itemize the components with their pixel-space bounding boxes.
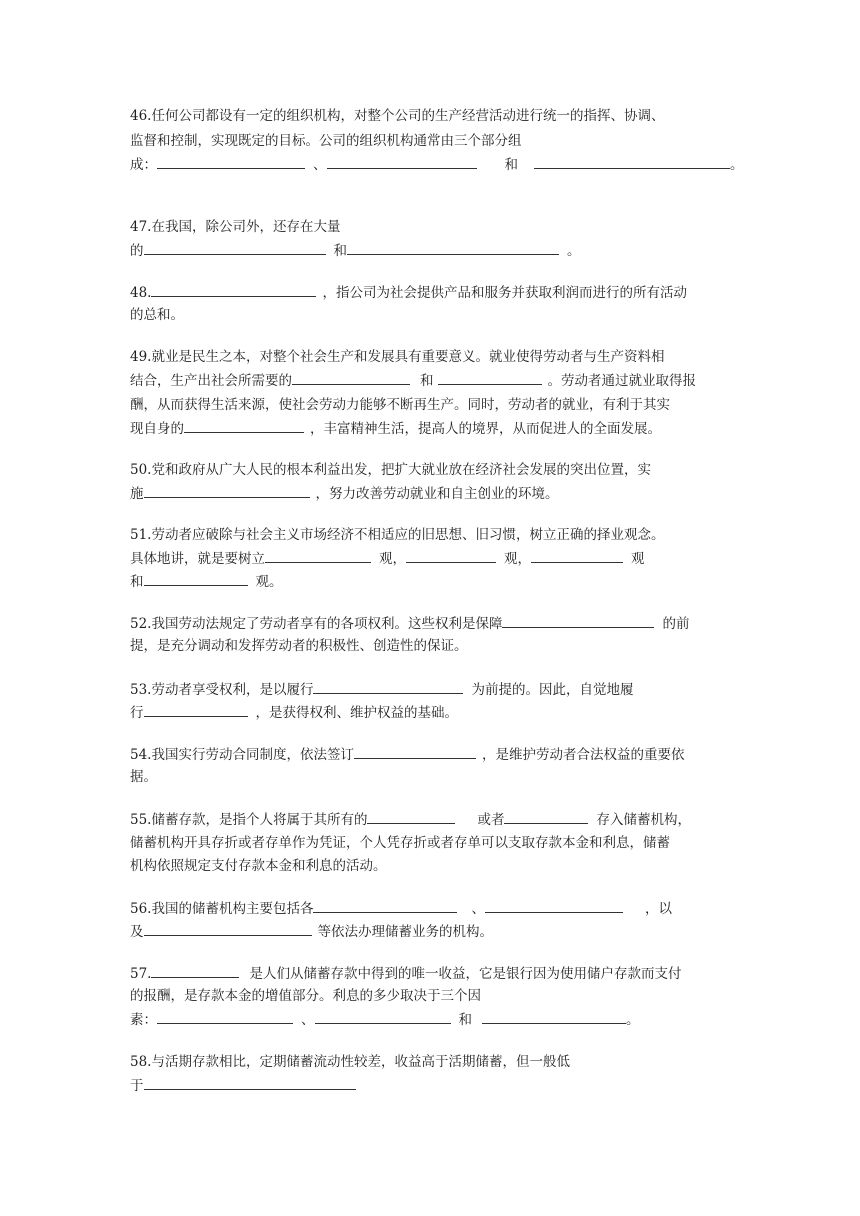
q52-line1 bbox=[130, 614, 689, 633]
q57-sep1: 、 bbox=[301, 1012, 315, 1028]
q53-text-b: 为前提的。因此，自觉地履 bbox=[471, 682, 634, 698]
q47-prefix: 的 bbox=[130, 243, 144, 259]
q53-text-d: ，是获得权利、维护权益的基础。 bbox=[255, 705, 458, 721]
q57-line2: 的报酬，是存款本金的增值部分。利息的多少取决于三个因 bbox=[130, 988, 481, 1004]
q54-text-b: ，是维护劳动者合法权益的重要依 bbox=[481, 747, 685, 763]
q55-blank-2 bbox=[504, 810, 588, 824]
q57-sep2: 和 bbox=[458, 1012, 472, 1028]
q58-line1: 58.与活期存款相比，定期储蓄流动性较差，收益高于活期储蓄，但一般低 bbox=[130, 1054, 570, 1070]
q51-text-a: 具体地讲，就是要树立 bbox=[130, 551, 265, 567]
q56-text-c: ，以 bbox=[644, 901, 672, 917]
q53-text-a: 53.劳动者享受权利，是以履行 bbox=[130, 682, 314, 698]
q47-line2 bbox=[130, 241, 581, 260]
q57-blank-4 bbox=[482, 1010, 626, 1024]
q49-line4 bbox=[130, 419, 661, 438]
q56-blank-1 bbox=[313, 899, 457, 913]
q58-text-a: 于 bbox=[130, 1078, 144, 1094]
q48-blank-1 bbox=[151, 283, 316, 297]
q46-blank-3 bbox=[534, 155, 730, 169]
q52-line2: 提，是充分调动和发挥劳动者的积极性、创造性的保证。 bbox=[130, 638, 468, 654]
q49-sep: 和 bbox=[420, 373, 434, 389]
q55-line3: 机构依照规定支付存款本金和利息的活动。 bbox=[130, 858, 387, 874]
q49-text-e: ，丰富精神生活，提高人的境界，从而促进人的全面发展。 bbox=[310, 421, 661, 437]
q58-line2 bbox=[130, 1076, 356, 1095]
q47-line1: 47.在我国，除公司外，还存在大量 bbox=[130, 219, 341, 235]
q53-line2 bbox=[130, 703, 458, 722]
q51-blank-1 bbox=[265, 549, 371, 563]
q56-text-e: 等依法办理储蓄业务的机构。 bbox=[317, 924, 493, 940]
q49-text-c: 。劳动者通过就业取得报 bbox=[547, 373, 696, 389]
q57-text-c: 素： bbox=[130, 1012, 157, 1028]
q56-line1 bbox=[130, 899, 672, 918]
q49-blank-2 bbox=[438, 371, 542, 385]
q56-blank-3 bbox=[144, 922, 312, 936]
q46-sep1: 、 bbox=[313, 157, 327, 173]
q50-text-b: ，努力改善劳动就业和自主创业的环境。 bbox=[315, 486, 559, 502]
q55-line1 bbox=[130, 810, 691, 829]
q53-blank-1 bbox=[313, 680, 463, 694]
q50-blank-1 bbox=[144, 484, 310, 498]
q51-blank-4 bbox=[144, 572, 248, 586]
q56-sep: 、 bbox=[471, 901, 485, 917]
q46-line3 bbox=[130, 155, 744, 174]
q56-blank-2 bbox=[485, 899, 623, 913]
q51-text-b: 观， bbox=[379, 551, 406, 567]
q48-line1 bbox=[130, 283, 687, 302]
q50-text-a: 施 bbox=[130, 486, 144, 502]
q46-blank-2 bbox=[327, 155, 477, 169]
q51-line2 bbox=[130, 549, 645, 568]
q57-line1 bbox=[130, 964, 681, 983]
q54-text-a: 54.我国实行劳动合同制度，依法签订 bbox=[130, 747, 354, 763]
q51-line1: 51.劳动者应破除与社会主义市场经济不相适应的旧思想、旧习惯，树立正确的择业观念。 bbox=[130, 527, 665, 543]
q55-text-a: 55.储蓄存款，是指个人将属于其所有的 bbox=[130, 812, 368, 828]
q48-line2: 的总和。 bbox=[130, 307, 184, 323]
q47-end: 。 bbox=[567, 243, 581, 259]
q46-prefix: 成： bbox=[130, 157, 157, 173]
q54-blank-1 bbox=[354, 745, 476, 759]
q46-sep2: 和 bbox=[504, 157, 518, 173]
q48-text: ，指公司为社会提供产品和服务并获取利润而进行的所有活动 bbox=[322, 285, 687, 301]
q51-blank-3 bbox=[531, 549, 623, 563]
q51-blank-2 bbox=[406, 549, 496, 563]
q47-blank-1 bbox=[144, 241, 326, 255]
q48-number: 48. bbox=[130, 285, 152, 301]
q50-line1: 50.党和政府从广大人民的根本利益出发，把扩大就业放在经济社会发展的突出位置，实 bbox=[130, 462, 651, 478]
q46-line2: 监督和控制，实现既定的目标。公司的组织机构通常由三个部分组 bbox=[130, 133, 522, 149]
q56-text-d: 及 bbox=[130, 924, 144, 940]
q51-text-c: 观， bbox=[504, 551, 531, 567]
q56-text-a: 56.我国的储蓄机构主要包括各 bbox=[130, 901, 314, 917]
q57-blank-2 bbox=[157, 1010, 293, 1024]
q51-line3 bbox=[130, 572, 283, 591]
q49-line1: 49.就业是民生之本，对整个社会生产和发展具有重要意义。就业使得劳动者与生产资料相 bbox=[130, 349, 665, 365]
q47-blank-2 bbox=[347, 241, 559, 255]
q58-blank-1 bbox=[144, 1076, 356, 1090]
q57-blank-3 bbox=[315, 1010, 451, 1024]
q51-text-e: 和 bbox=[130, 574, 144, 590]
q49-line2 bbox=[130, 371, 696, 390]
q52-text-a: 52.我国劳动法规定了劳动者享有的各项权利。这些权利是保障 bbox=[130, 616, 503, 632]
q49-blank-3 bbox=[184, 419, 304, 433]
q55-text-c: 存入储蓄机构， bbox=[596, 812, 691, 828]
q57-line3 bbox=[130, 1010, 640, 1029]
q51-text-f: 观。 bbox=[255, 574, 283, 590]
q46-blank-1 bbox=[157, 155, 305, 169]
q56-line2 bbox=[130, 922, 493, 941]
q52-text-b: 的前 bbox=[662, 616, 690, 632]
q55-blank-1 bbox=[367, 810, 455, 824]
q49-blank-1 bbox=[292, 371, 410, 385]
q46-line1: 46.任何公司都设有一定的组织机构，对整个公司的生产经营活动进行统一的指挥、协调、 bbox=[130, 108, 665, 124]
q49-text-a: 结合，生产出社会所需要的 bbox=[130, 373, 292, 389]
q53-text-c: 行 bbox=[130, 705, 144, 721]
q54-line2: 据。 bbox=[130, 769, 157, 785]
q50-line2 bbox=[130, 484, 559, 503]
q49-text-d: 现自身的 bbox=[130, 421, 184, 437]
q57-blank-1 bbox=[151, 964, 239, 978]
q52-blank-1 bbox=[502, 614, 654, 628]
q53-line1 bbox=[130, 680, 633, 699]
q55-line2: 储蓄机构开具存折或者存单作为凭证，个人凭存折或者存单可以支取存款本金和利息，储蓄 bbox=[130, 835, 670, 851]
q57-text-b: 是人们从储蓄存款中得到的唯一收益，它是银行因为使用储户存款而支付 bbox=[249, 966, 682, 982]
q49-line3: 酬，从而获得生活来源，使社会劳动力能够不断再生产。同时，劳动者的就业，有利于其实 bbox=[130, 397, 670, 413]
q53-blank-2 bbox=[144, 703, 248, 717]
q46-end: 。 bbox=[730, 157, 744, 173]
q47-sep: 和 bbox=[333, 243, 347, 259]
q55-text-b: 或者 bbox=[477, 812, 505, 828]
q51-text-d: 观 bbox=[631, 551, 645, 567]
q57-number: 57. bbox=[130, 966, 152, 982]
q57-end: 。 bbox=[626, 1012, 640, 1028]
q54-line1 bbox=[130, 745, 684, 764]
